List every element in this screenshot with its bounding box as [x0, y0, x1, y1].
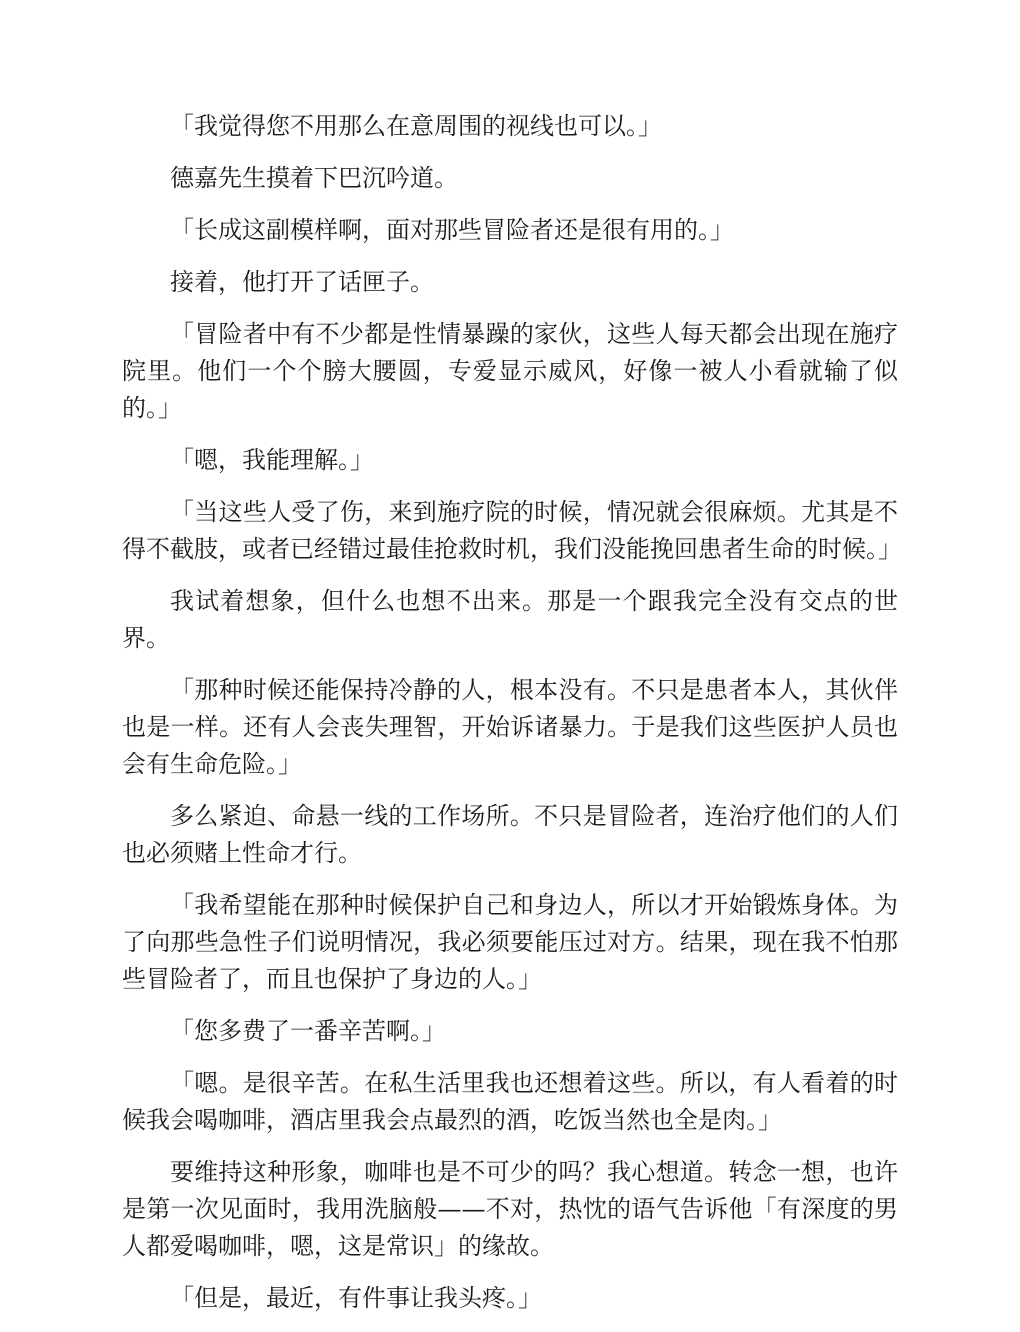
paragraph: 「您多费了一番辛苦啊。」	[170, 1017, 446, 1045]
paragraph: 德嘉先生摸着下巴沉吟道。	[170, 164, 458, 192]
document-body	[122, 108, 902, 1332]
paragraph: 「当这些人受了伤，来到施疗院的时候，情况就会很麻烦。尤其是不得不截肢，或者已经错过最佳抢救时机，我们没能挽回患者生命的时候。」	[122, 498, 902, 563]
paragraph: 「我希望能在那种时候保护自己和身边人，所以才开始锻炼身体。为了向那些急性子们说明情况，我必须要能压过对方。结果，现在我不怕那些冒险者了，而且也保护了身边的人。」	[122, 891, 898, 993]
paragraph: 我试着想象，但什么也想不出来。那是一个跟我完全没有交点的世界。	[122, 587, 898, 652]
paragraph: 「长成这副模样啊，面对那些冒险者还是很有用的。」	[170, 216, 734, 244]
paragraph: 多么紧迫、命悬一线的工作场所。不只是冒险者，连治疗他们的人们也必须赌上性命才行。	[122, 802, 898, 867]
paragraph: 要维持这种形象，咖啡也是不可少的吗？我心想道。转念一想，也许是第一次见面时，我用洗脑般——不对，热忱的语气告诉他「有深度的男人都爱喝咖啡，嗯，这是常识」的缘故。	[122, 1158, 898, 1260]
paragraph: 「嗯。是很辛苦。在私生活里我也还想着这些。所以，有人看着的时候我会喝咖啡，酒店里我会点最烈的酒，吃饭当然也全是肉。」	[122, 1069, 898, 1134]
paragraph: 「那种时候还能保持冷静的人，根本没有。不只是患者本人，其伙伴也是一样。还有人会丧失理智，开始诉诸暴力。于是我们这些医护人员也会有生命危险。」	[122, 676, 898, 778]
paragraph: 「我觉得您不用那么在意周围的视线也可以。」	[170, 112, 662, 140]
paragraph: 「但是，最近，有件事让我头疼。」	[170, 1284, 542, 1312]
paragraph: 「嗯，我能理解。」	[170, 446, 374, 474]
paragraph: 「冒险者中有不少都是性情暴躁的家伙，这些人每天都会出现在施疗院里。他们一个个膀大腰圆，专爱显示威风，好像一被人小看就输了似的。」	[122, 320, 898, 422]
paragraph: 接着，他打开了话匣子。	[170, 268, 434, 296]
